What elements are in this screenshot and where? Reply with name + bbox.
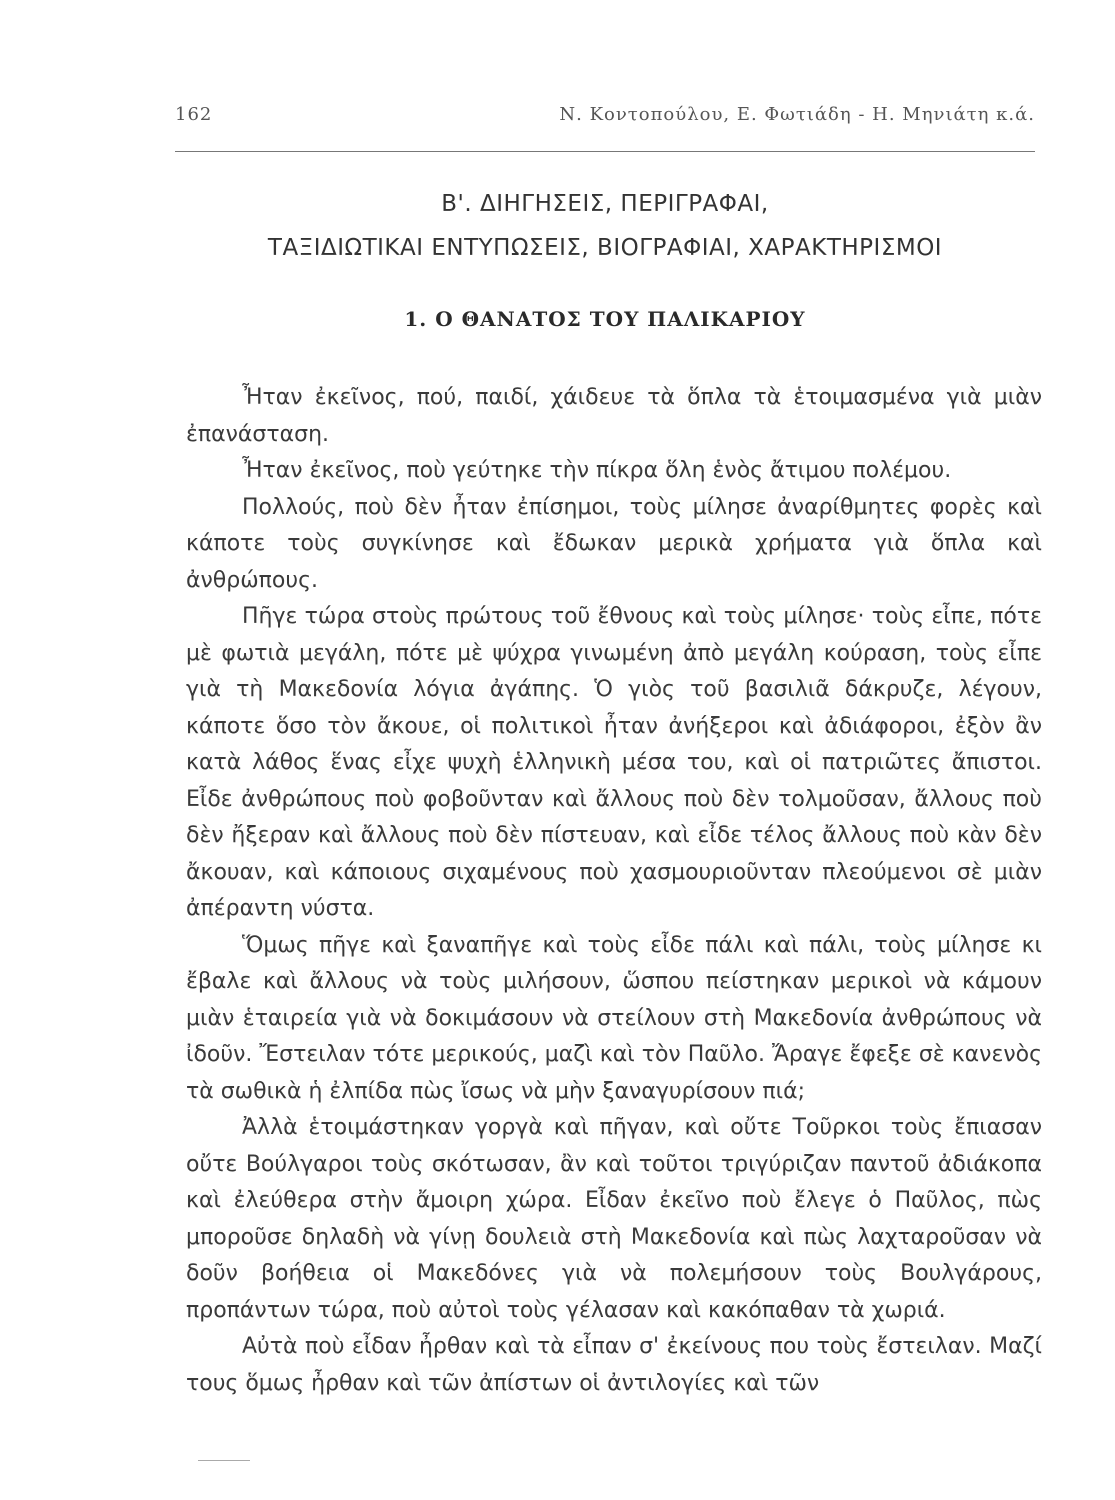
running-head <box>175 104 1035 134</box>
section-heading-line-2: ΤΑΞΙΔΙΩΤΙΚΑΙ ΕΝΤΥΠΩΣΕΙΣ, ΒΙΟΓΡΑΦΙΑΙ, ΧΑΡΑΚΤΗΡΙΣΜΟΙ <box>267 235 943 261</box>
body-text <box>186 380 1042 1402</box>
paragraph: Αὐτὰ ποὺ εἶδαν ἦρθαν καὶ τὰ εἶπαν σ' ἐκείνους που τοὺς ἔστειλαν. Μαζί τους ὅμως ἦρθαν καὶ τῶν ἀπίστων οἱ ἀντιλογίες καὶ τῶν <box>186 1334 1042 1396</box>
section-heading <box>175 182 1035 270</box>
section-heading-line-1: Β'. ΔΙΗΓΗΣΕΙΣ, ΠΕΡΙΓΡΑΦΑΙ, <box>441 191 769 217</box>
paragraph: Ἦταν ἐκεῖνος, πού, παιδί, χάιδευε τὰ ὅπλα τὰ ἑτοιμασμένα γιὰ μιὰν ἐπανάσταση. <box>186 385 1042 447</box>
paragraph: Ὅμως πῆγε καὶ ξαναπῆγε καὶ τοὺς εἶδε πάλι καὶ πάλι, τοὺς μίλησε κι ἔβαλε καὶ ἄλλους νὰ τοὺς μιλήσουν, ὥσπου πείστηκαν μερικοὶ νὰ κάμουν μιὰν ἑταιρεία γιὰ νὰ δοκιμάσουν νὰ στείλουν στὴ Μακεδονία ἀνθρώπους νὰ ἰδοῦν. Ἔστειλαν τότε μερικούς, μαζὶ καὶ τὸν Παῦλο. Ἄραγε ἔφεξε σὲ κανενὸς τὰ σωθικὰ ἡ ἐλπίδα πὼς ἴσως νὰ μὴν ξαναγυρίσουν πιά; <box>186 932 1042 1104</box>
header-rule <box>175 151 1035 152</box>
paragraph: Ἦταν ἐκεῖνος, ποὺ γεύτηκε τὴν πίκρα ὅλη ἑνὸς ἄτιμου πολέμου. <box>242 458 952 483</box>
paragraph: Πῆγε τώρα στοὺς πρώτους τοῦ ἔθνους καὶ τοὺς μίλησε· τοὺς εἶπε, πότε μὲ φωτιὰ μεγάλη, πότε μὲ ψύχρα γινωμένη ἀπὸ μεγάλη κούραση, τοὺς εἶπε γιὰ τὴ Μακεδονία λόγια ἀγάπης. Ὁ γιὸς τοῦ βασιλιᾶ δάκρυζε, λέγουν, κάποτε ὅσο τὸν ἄκουε, οἱ πολιτικοὶ ἦταν ἀνήξεροι καὶ ἀδιάφοροι, ἐξὸν ἂν κατὰ λάθος ἕνας εἶχε ψυχὴ ἑλληνικὴ μέσα του, καὶ οἱ πατριῶτες ἄπιστοι. Εἶδε ἀνθρώπους ποὺ φοβοῦνταν καὶ ἄλλους ποὺ δὲν τολμοῦσαν, ἄλλους ποὺ δὲν ἤξεραν καὶ ἄλλους ποὺ δὲν πίστευαν, καὶ εἶδε τέλος ἄλλους ποὺ κὰν δὲν ἄκουαν, καὶ κάποιους σιχαμένους ποὺ χασμουριοῦνταν πλεούμενοι σὲ μιὰν ἀπέραντη νύστα. <box>186 604 1042 921</box>
chapter-title: 1. Ο ΘΑΝΑΤΟΣ ΤΟΥ ΠΑΛΙΚΑΡΙΟΥ <box>404 307 806 331</box>
page-number: 162 <box>175 104 213 125</box>
running-head-authors: Ν. Κοντοπούλου, Ε. Φωτιάδη - Η. Μηνιάτη κ.ά. <box>559 104 1035 125</box>
bottom-mark <box>198 1460 250 1461</box>
paragraph: Ἀλλὰ ἑτοιμάστηκαν γοργὰ καὶ πῆγαν, καὶ οὔτε Τοῦρκοι τοὺς ἔπιασαν οὔτε Βούλγαροι τοὺς σκότωσαν, ἂν καὶ τοῦτοι τριγύριζαν παντοῦ ἀδιάκοπα καὶ ἐλεύθερα στὴν ἄμοιρη χώρα. Εἶδαν ἐκεῖνο ποὺ ἔλεγε ὁ Παῦλος, πὼς μποροῦσε δηλαδὴ νὰ γίνῃ δουλειὰ στὴ Μακεδονία καὶ πὼς λαχταροῦσαν νὰ δοῦν βοήθεια οἱ Μακεδόνες γιὰ νὰ πολεμήσουν τοὺς Βουλγάρους, προπάντων τώρα, ποὺ αὐτοὶ τοὺς γέλασαν καὶ κακόπαθαν τὰ χωριά. <box>186 1115 1042 1323</box>
paragraph: Πολλούς, ποὺ δὲν ἦταν ἐπίσημοι, τοὺς μίλησε ἀναρίθμητες φορὲς καὶ κάποτε τοὺς συγκίνησε καὶ ἔδωκαν μερικὰ χρήματα γιὰ ὅπλα καὶ ἀνθρώπους. <box>186 494 1042 593</box>
